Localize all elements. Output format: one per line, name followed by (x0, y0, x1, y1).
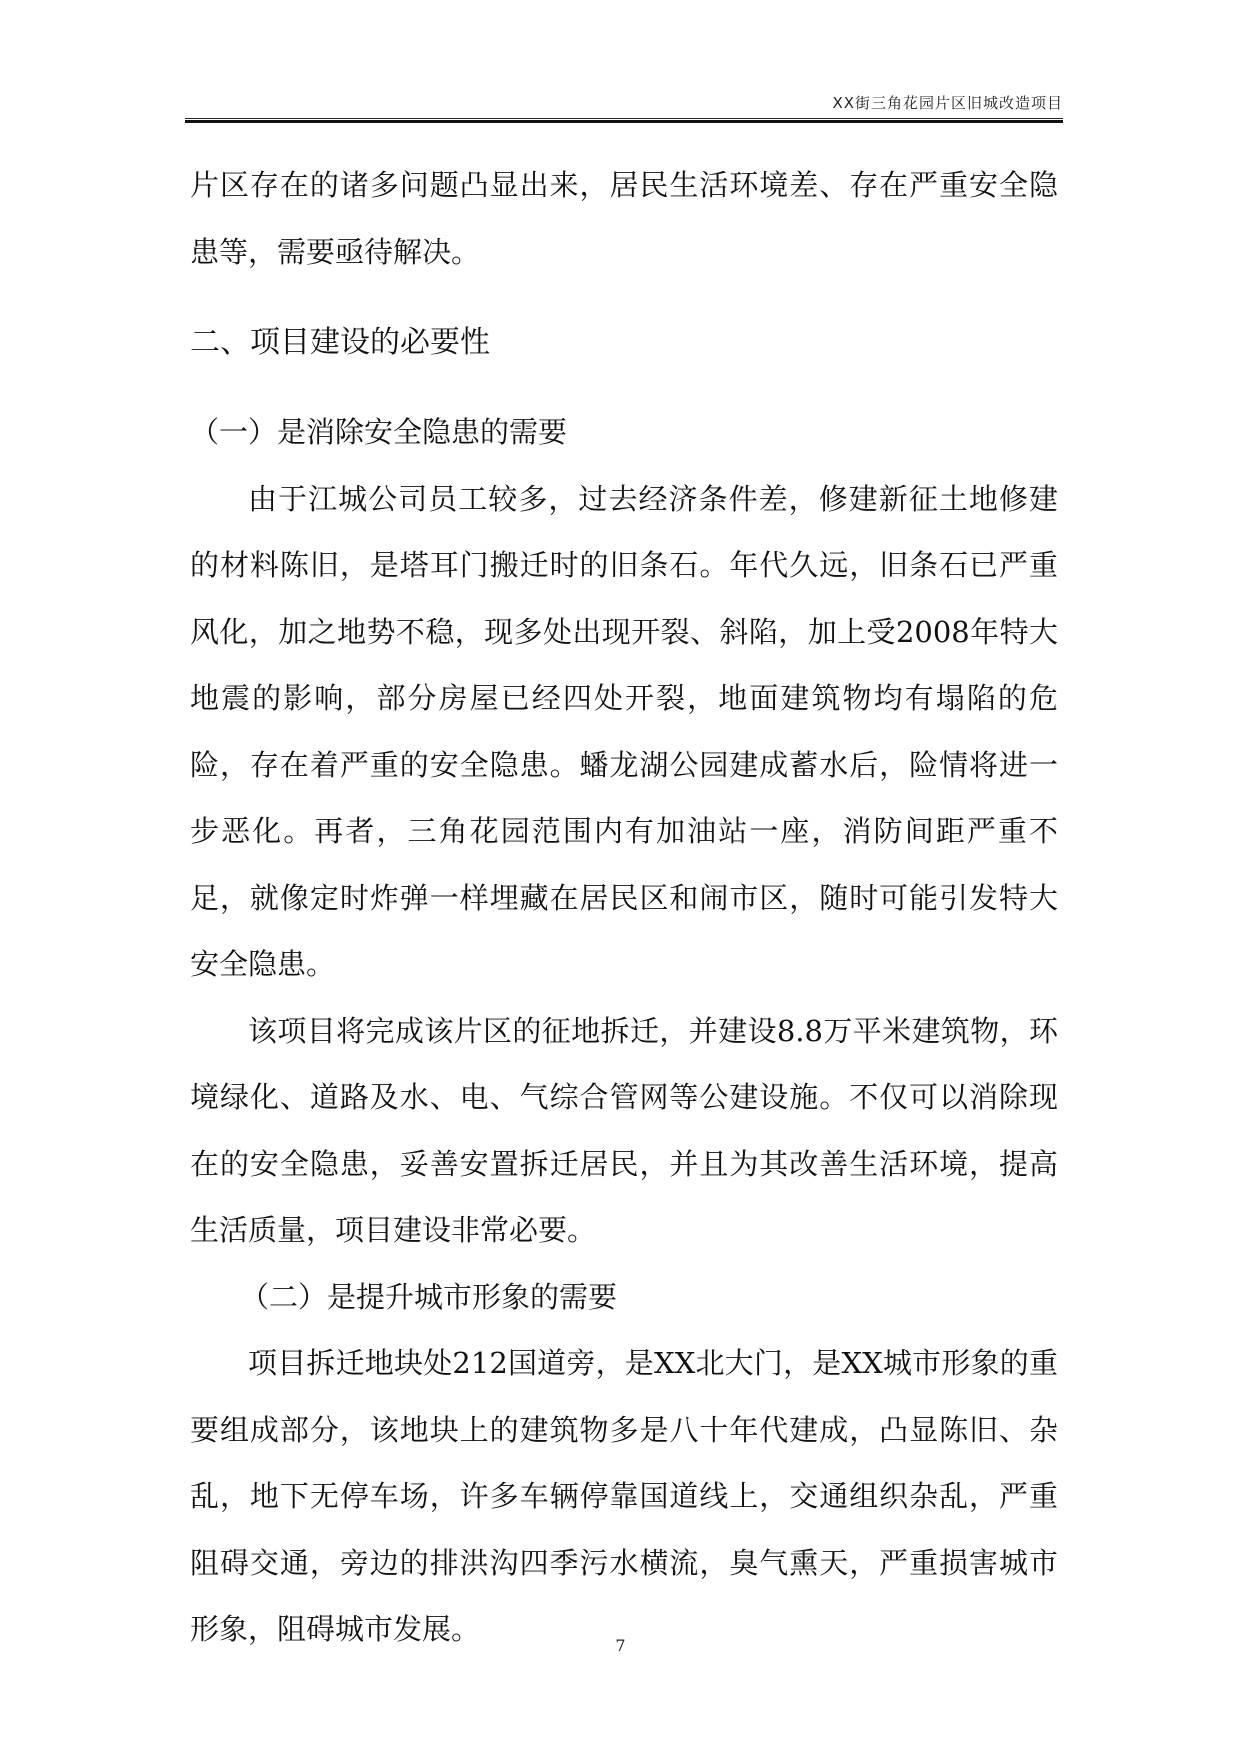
paragraph-project-scope: 该项目将完成该片区的征地拆迁，并建设8.8万平米建筑物，环境绿化、道路及水、电、气综合管网等公建设施。不仅可以消除现在的安全隐患，妥善安置拆迁居民，并且为其改善生活环境，提高生活质量，项目建设非常必要。 (190, 1013, 1058, 1247)
header-rule (185, 118, 1063, 119)
header-rule-thick (185, 120, 1063, 123)
paragraph-safety-hazards: 由于江城公司员工较多，过去经济条件差，修建新征土地修建的材料陈旧，是塔耳门搬迁时的旧条石。年代久远，旧条石已严重风化，加之地势不稳，现多处出现开裂、斜陷，加上受2008年特大地震的影响，部分房屋已经四处开裂，地面建筑物均有塌陷的危险，存在着严重的安全隐患。蟠龙湖公园建成蓄水后，险情将进一步恶化。再者，三角花园范围内有加油站一座，消防间距严重不足，就像定时炸弹一样埋藏在居民区和闹市区，随时可能引发特大安全隐患。 (190, 481, 1058, 981)
page-number: 7 (615, 1636, 626, 1655)
header-title: XX街三角花园片区旧城改造项目 (832, 94, 1063, 112)
document-body (190, 152, 1058, 1663)
section-title: 二、项目建设的必要性 (190, 325, 490, 360)
intro-paragraph: 片区存在的诸多问题凸显出来，居民生活环境差、存在严重安全隐患等，需要亟待解决。 (190, 168, 1058, 269)
subsection-heading-1: （一）是消除安全隐患的需要 (190, 415, 568, 449)
subsection-heading-2: （二）是提升城市形象的需要 (240, 1279, 618, 1314)
paragraph-city-image: 项目拆迁地块处212国道旁，是XX北大门，是XX城市形象的重要组成部分，该地块上的建筑物多是八十年代建成，凸显陈旧、杂乱，地下无停车场，许多车辆停靠国道线上，交通组织杂乱，严重阻碍交通，旁边的排洪沟四季污水横流，臭气熏天，严重损害城市形象，阻碍城市发展。 (190, 1346, 1058, 1646)
page-header (185, 92, 1063, 120)
